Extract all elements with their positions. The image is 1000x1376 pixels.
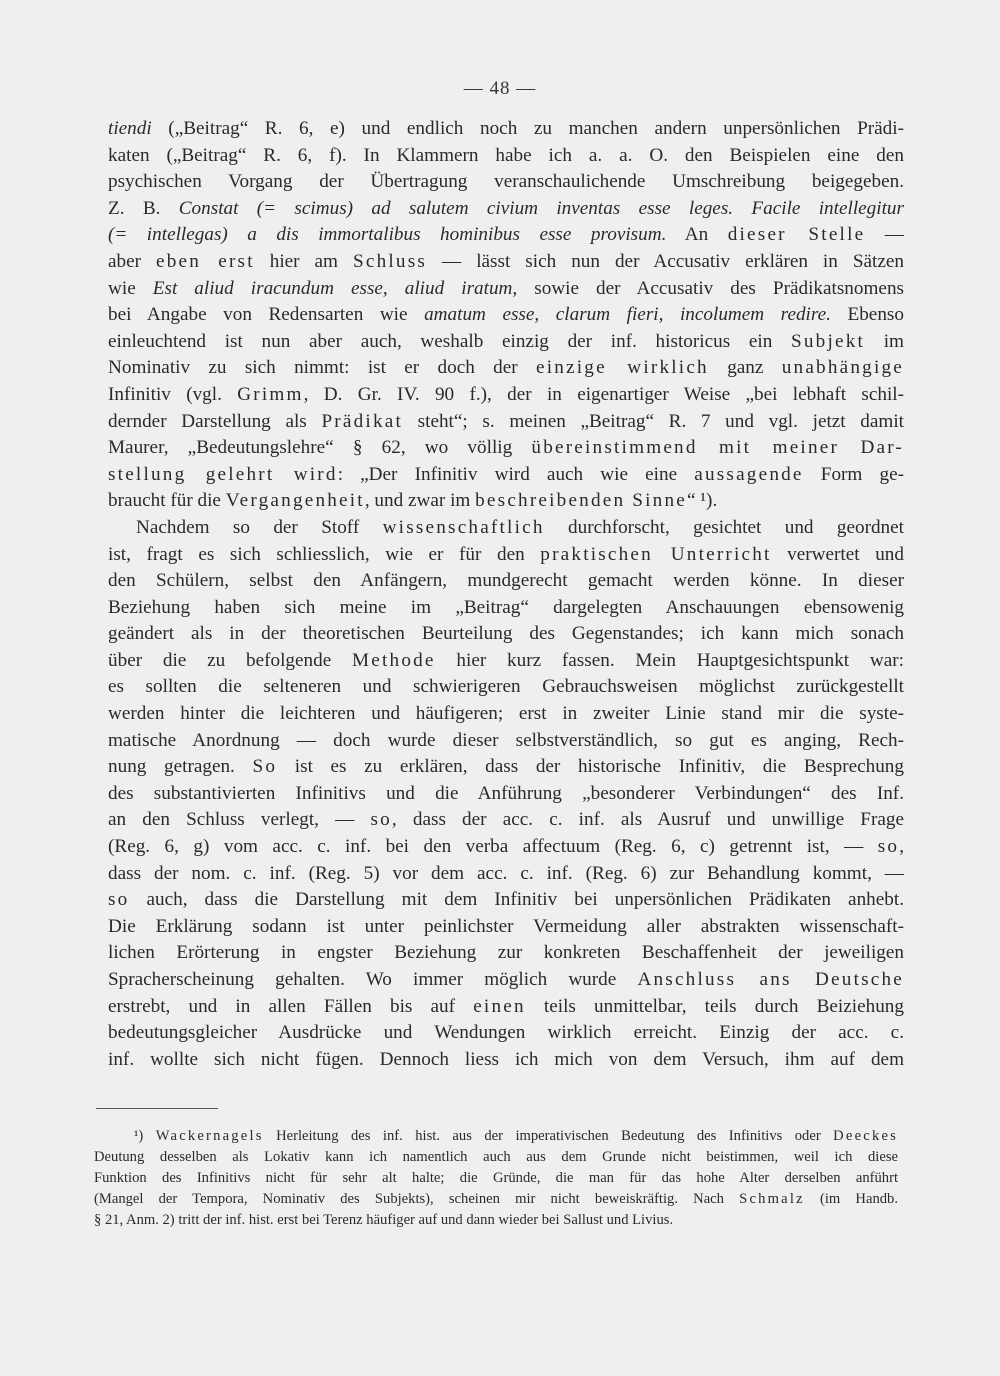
text-line: Spracherscheinung gehalten. Wo immer möglich wurde Anschluss ans Deutsche [108,969,904,990]
text-line: inf. wollte sich nicht fügen. Dennoch liess ich mich von dem Versuch, ihm auf dem [108,1048,904,1070]
footnote-separator [96,1108,218,1109]
text-line: den Schülern, selbst den Anfängern, mundgerecht gemacht werden könne. In dieser [108,570,904,592]
text-line: Die Erklärung sodann ist unter peinlichster Vermeidung aller abstrakten wissenschaft- [108,915,904,937]
text-line: tiendi („Beitrag“ R. 6, e) und endlich noch zu manchen andern unpersönlichen Prädi- [108,118,904,139]
text-line: Infinitiv (vgl. Grimm, D. Gr. IV. 90 f.), der in eigenartiger Weise „bei lebhaft schil- [108,383,904,405]
text-line: werden hinter die leichteren und häufigeren; erst in zweiter Linie stand mir die syste- [108,703,904,725]
body-text [108,116,904,1073]
text-line: dass der nom. c. inf. (Reg. 5) vor dem acc. c. inf. (Reg. 6) zur Behandlung kommt, — [108,862,904,884]
text-line: erstrebt, und in allen Fällen bis auf einen teils unmittelbar, teils durch Beiziehung [108,995,904,1017]
text-line: es sollten die selteneren und schwierigeren Gebrauchsweisen möglichst zurückgestellt [108,676,904,698]
footnote-line: § 21, Anm. 2) tritt der inf. hist. erst bei Terenz häufiger auf und dann wieder bei Sallust und Livius. [94,1212,674,1228]
text-line: an den Schluss verlegt, — so, dass der acc. c. inf. als Ausruf und unwillige Frage [108,809,904,831]
text-line: braucht für die Vergangenheit, und zwar im beschreibenden Sinne“ ¹). [108,490,718,512]
footnote-line: Funktion des Infinitivs nicht für sehr alt halte; die Gründe, die man für das hohe Alter derselben anführt [94,1170,898,1186]
text-line: bedeutungsgleicher Ausdrücke und Wendungen wirklich erreicht. Einzig der acc. c. [108,1022,904,1044]
text-line: Nachdem so der Stoff wissenschaftlich durchforscht, gesichtet und geordnet [136,516,905,538]
text-line: aber eben erst hier am Schluss — lässt sich nun der Accusativ erklären in Sätzen [108,250,904,272]
text-line: wie Est aliud iracundum esse, aliud iratum, sowie der Accusativ des Prädikatsnomens [108,277,904,299]
text-line: katen („Beitrag“ R. 6, f). In Klammern habe ich a. a. O. den Beispielen eine den [108,144,904,166]
footnotes [94,1126,898,1231]
text-line: Beziehung haben sich meine im „Beitrag“ dargelegten Anschauungen ebensowenig [108,596,904,618]
text-line: über die zu befolgende Methode hier kurz fassen. Mein Hauptgesichtspunkt war: [108,649,904,671]
text-line: Maurer, „Bedeutungslehre“ § 62, wo völlig übereinstimmend mit meiner Dar- [108,437,905,459]
text-line: Nominativ zu sich nimmt: ist er doch der einzige wirklich ganz unabhängige [108,357,904,379]
text-line: nung getragen. So ist es zu erklären, dass der historische Infinitiv, die Besprechung [108,756,904,778]
text-line: so auch, dass die Darstellung mit dem Infinitiv bei unpersönlichen Prädikaten anhebt. [108,889,904,911]
page-number: — 48 — [463,78,537,99]
text-line: des substantivierten Infinitivs und die Anführung „besonderer Verbindungen“ des Inf. [108,782,904,804]
text-line: stellung gelehrt wird: „Der Infinitiv wird auch wie eine aussagende Form ge- [108,463,904,485]
text-line: ist, fragt es sich schliesslich, wie er für den praktischen Unterricht verwertet und [108,543,904,565]
text-line: matische Anordnung — doch wurde dieser selbstverständlich, so gut es anging, Rech- [108,729,904,751]
text-line: (Reg. 6, g) vom acc. c. inf. bei den verba affectuum (Reg. 6, c) getrennt ist, — so, [108,836,904,858]
text-line: dernder Darstellung als Prädikat steht“; s. meinen „Beitrag“ R. 7 und vgl. jetzt damit [108,410,904,432]
footnote-line: ¹) Wackernagels Herleitung des inf. hist. aus der imperativischen Bedeutung des Infinitivs oder Deeckes [134,1128,898,1144]
text-line: (= intellegas) a dis immortalibus hominibus esse provisum. An dieser Stelle — [108,224,904,246]
text-line: lichen Erörterung in engster Beziehung zur konkreten Beschaffenheit der jeweiligen [108,942,904,964]
text-line: psychischen Vorgang der Übertragung veranschaulichende Umschreibung beigegeben. [108,171,904,193]
footnote-line: (Mangel der Tempora, Nominativ des Subjekts), scheinen mir nicht beweiskräftig. Nach Schmalz (im Handb. [94,1191,898,1207]
text-line: bei Angabe von Redensarten wie amatum esse, clarum fieri, incolumem redire. Ebenso [108,304,904,326]
text-line: Z. B. Constat (= scimus) ad salutem civium inventas esse leges. Facile intellegitur [108,197,904,219]
text-line: geändert als in der theoretischen Beurteilung des Gegenstandes; ich kann mich sonach [108,623,904,645]
footnote-line: Deutung desselben als Lokativ kann ich namentlich auch aus dem Grunde nicht beistimmen, weil ich diese [94,1149,898,1165]
text-line: einleuchtend ist nun aber auch, weshalb einzig der inf. historicus ein Subjekt im [108,330,904,352]
